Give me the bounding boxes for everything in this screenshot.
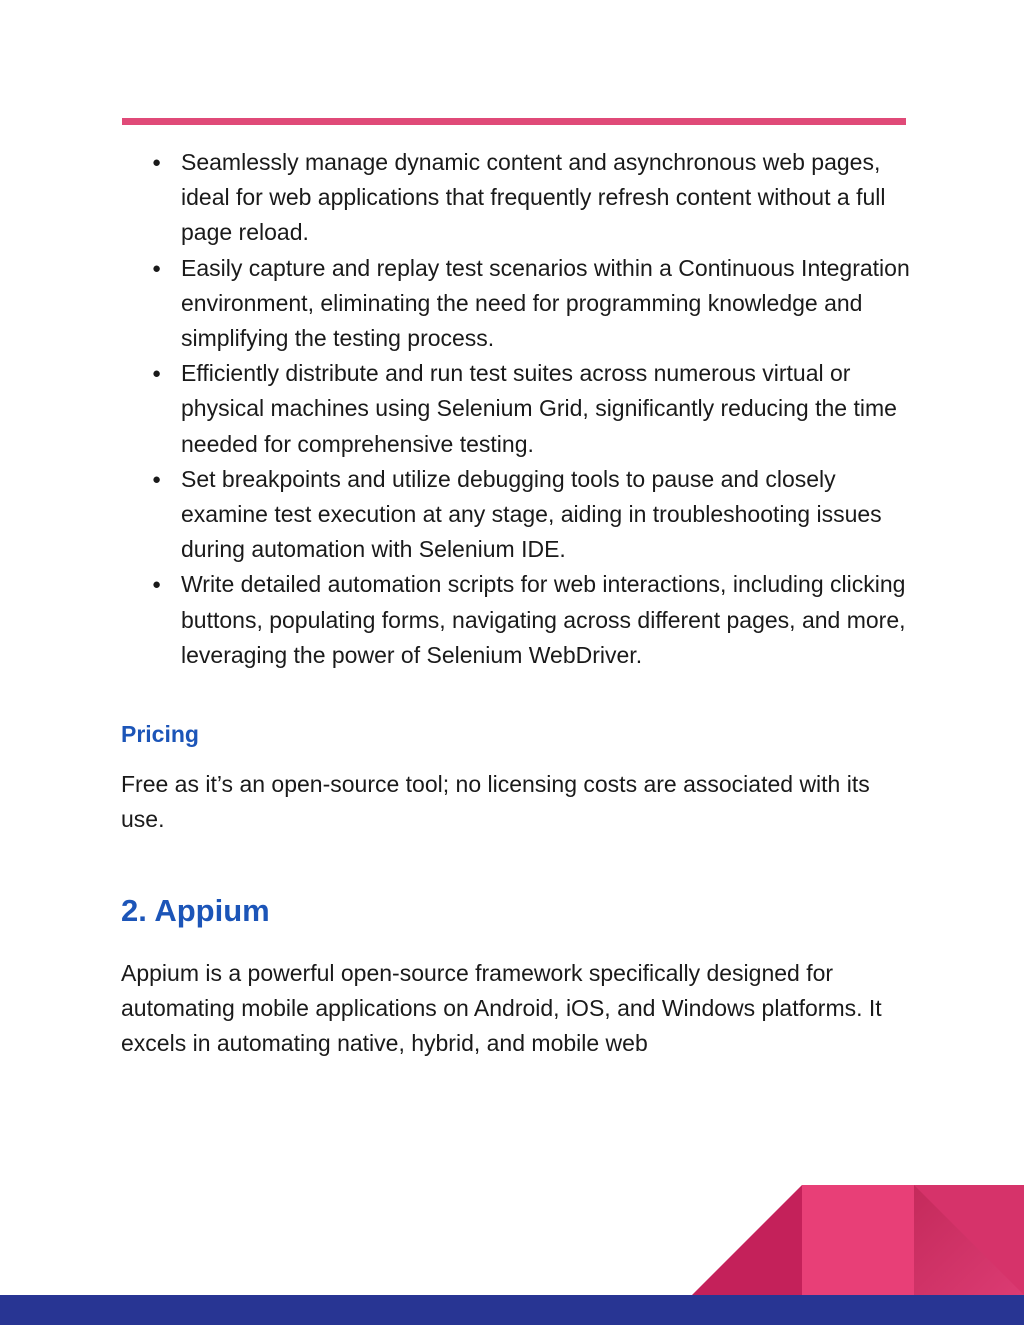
bullet-text: Set breakpoints and utilize debugging tools to pause and closely examine test execution at any stage, aiding in troubleshooting issues during automation with Selenium IDE. — [181, 465, 882, 563]
bullet-text: Write detailed automation scripts for web interactions, including clicking buttons, populating forms, navigating across different pages, and more, leveraging the power of Selenium WebDriver. — [181, 571, 906, 668]
bullet-text: Easily capture and replay test scenarios within a Continuous Integration environment, eliminating the need for programming knowledge and simplifying the testing process. — [181, 254, 910, 352]
bullet-icon: ● — [152, 154, 162, 171]
bullet-text: Seamlessly manage dynamic content and asynchronous web pages, ideal for web applications that frequently refresh content without a full page reload. — [181, 149, 886, 246]
footer-triangle-shape — [692, 1185, 802, 1295]
list-item — [152, 251, 912, 357]
top-accent-rule — [122, 118, 906, 125]
footer-decoration — [0, 1180, 1024, 1325]
bullet-icon: ● — [152, 259, 162, 277]
appium-heading: 2. Appium — [121, 893, 270, 928]
bullet-icon: ● — [152, 365, 162, 383]
pricing-heading: Pricing — [121, 721, 199, 747]
bullet-icon: ● — [152, 576, 162, 594]
bullet-icon: ● — [152, 470, 162, 488]
list-item — [152, 356, 912, 462]
footer-pink-block — [802, 1185, 914, 1295]
list-item — [152, 145, 912, 251]
list-item — [152, 462, 912, 568]
footer-navy-bar — [0, 1295, 1024, 1325]
list-item — [152, 567, 912, 673]
pricing-paragraph: Free as it’s an open-source tool; no licensing costs are associated with its use. — [121, 771, 870, 833]
feature-bullet-list — [152, 145, 912, 673]
bullet-text: Efficiently distribute and run test suites across numerous virtual or physical machines using Selenium Grid, significantly reducing the time needed for comprehensive testing. — [181, 360, 897, 457]
appium-paragraph: Appium is a powerful open-source framework specifically designed for automating mobile applications on Android, iOS, and Windows platforms. It excels in automating native, hybrid, and mobile web — [121, 960, 882, 1057]
